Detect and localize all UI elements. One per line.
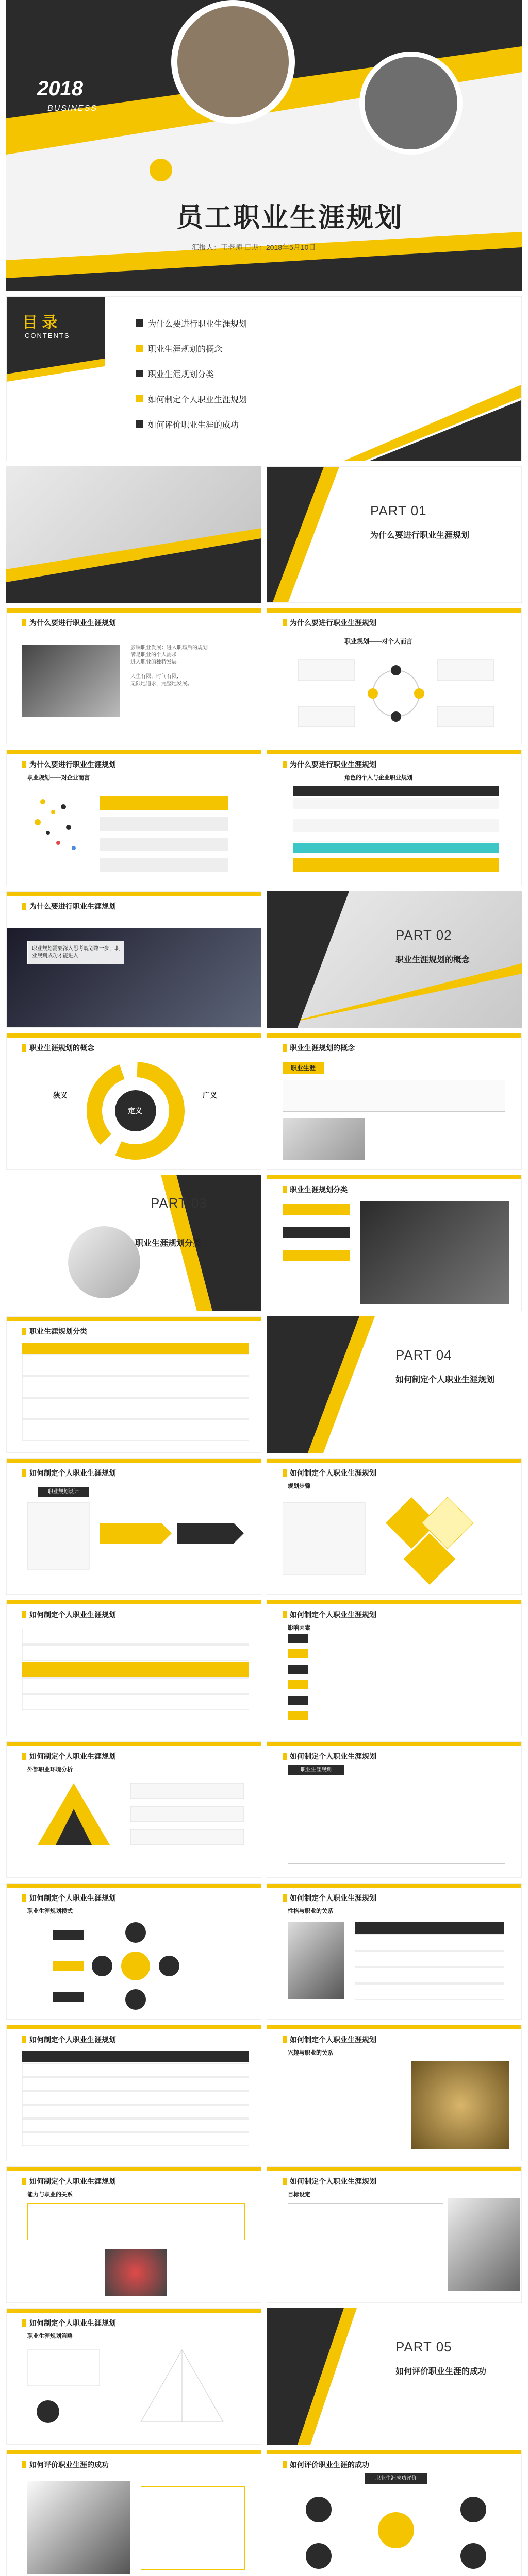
plan2-diamond-diagram: [283, 1492, 509, 1587]
why2-heading: 职业规划——对个人而言: [344, 638, 413, 645]
part03-photo: [68, 1226, 140, 1298]
cover-slide: [6, 0, 522, 291]
slide-title: 如何评价职业生涯的成功: [283, 2460, 369, 2470]
plan10-heading: 兴趣与职业的关系: [288, 2050, 333, 2056]
plan11-textbox: [27, 2203, 245, 2240]
slide-title: 如何制定个人职业生涯规划: [283, 2176, 376, 2187]
top-bar: [7, 2025, 261, 2029]
plan-slide-1: [6, 1458, 261, 1595]
toc-slide: [6, 296, 522, 461]
business-handshake-photo: [27, 2481, 130, 2574]
why-slide-2: [267, 608, 522, 744]
part04-slide: [267, 1316, 522, 1453]
why-slide-3: [6, 750, 261, 886]
plan1-heading: 职业规划设计: [38, 1487, 89, 1497]
plan-slide-12: [267, 2166, 522, 2303]
toc-decoration: [7, 297, 522, 461]
eval-slide-1: [6, 2450, 261, 2576]
toc-item[interactable]: 如何制定个人职业生涯规划: [136, 393, 247, 405]
plan-slide-2: [267, 1458, 522, 1595]
plan7-hub-diagram: [53, 1920, 218, 2012]
plan2-heading: 规划步骤: [288, 1483, 310, 1489]
plan12-textbox: [288, 2203, 443, 2286]
top-bar: [7, 750, 261, 754]
top-bar: [7, 1033, 261, 1038]
toc-item[interactable]: 为什么要进行职业生涯规划: [136, 317, 247, 329]
slide-title: 如何制定个人职业生涯规划: [283, 1751, 376, 1761]
cover-subtitle: 汇报人：王老师 日期：2018年5月10日: [192, 243, 316, 251]
part05-slide: [267, 2308, 522, 2445]
gears-photo: [411, 2061, 509, 2149]
slide-title: 如何制定个人职业生涯规划: [22, 1751, 116, 1761]
top-bar: [267, 1175, 521, 1179]
eval2-heading: 职业生涯成功评价: [365, 2473, 427, 2484]
part01-title-slide: [267, 466, 522, 603]
top-bar: [267, 750, 521, 754]
top-bar: [267, 2450, 521, 2454]
building-photo: [22, 645, 120, 717]
plan-slide-13: [6, 2308, 261, 2445]
why4-textbox: 职业规划需要深入思考规划路一步，职业规划成功才能进入: [27, 941, 124, 964]
slide-title: 职业生涯规划的概念: [283, 1043, 355, 1053]
top-bar: [7, 2167, 261, 2171]
plan1-arrow-diagram: [27, 1502, 244, 1580]
concept2-textbox: [283, 1080, 505, 1112]
plan-slide-3: [6, 1600, 261, 1736]
plan-slide-4: [267, 1600, 522, 1736]
target-photo: [105, 2249, 167, 2296]
class1-photo: [360, 1201, 509, 1304]
top-bar: [7, 1317, 261, 1321]
slide-title: 为什么要进行职业生涯规划: [283, 618, 376, 628]
applause-photo: [448, 2198, 520, 2291]
top-bar: [7, 608, 261, 613]
plan5-heading: 外部职业环境分析: [27, 1767, 73, 1773]
plan-slide-7: [6, 1883, 261, 2020]
concept-label-narrow: 狭义: [53, 1091, 68, 1099]
toc-title-en: CONTENTS: [25, 332, 70, 340]
part01-decoration: [6, 466, 261, 603]
plan8-table: [355, 1922, 504, 2005]
plan9-table: [22, 2051, 249, 2154]
top-bar: [267, 608, 521, 613]
why3-dot-diagram: [22, 786, 249, 879]
part01-label: PART 01: [370, 503, 427, 518]
cover-business: BUSINESS: [47, 104, 97, 113]
slide-title: 如何制定个人职业生涯规划: [22, 1609, 116, 1620]
plan12-heading: 目标设定: [288, 2192, 310, 2198]
top-bar: [267, 2167, 521, 2171]
why1-text: 影响职业发展：进入职场后的规划 满足职业的个人需求 进入职业的独特发展 人生有限，时间有限， 无限地追求，完整地发展。: [130, 645, 208, 687]
part04-label: PART 04: [395, 1347, 452, 1363]
slide-title: 如何制定个人职业生涯规划: [22, 2035, 116, 2045]
plan6-textbox: [288, 1781, 505, 1864]
toc-list: [136, 317, 247, 430]
plan-slide-8: [267, 1883, 522, 2020]
part03-title: 职业生涯规划分类: [135, 1239, 202, 1248]
cover-title: 员工职业生涯规划: [176, 203, 404, 233]
slide-title: 如何制定个人职业生涯规划: [22, 2176, 116, 2187]
top-bar: [267, 1459, 521, 1463]
slide-title: 如何评价职业生涯的成功: [22, 2460, 109, 2470]
why3-heading: 职业规划——对企业而言: [27, 775, 90, 781]
eval1-textbox: [141, 2486, 245, 2570]
class-slide-1: [267, 1175, 522, 1311]
concept-label-def: 定义: [128, 1107, 142, 1115]
why2-cycle-diagram: [298, 650, 494, 737]
part05-title: 如何评价职业生涯的成功: [395, 2367, 487, 2376]
slide-title: 为什么要进行职业生涯规划: [22, 759, 116, 770]
slide-title: 职业生涯规划的概念: [22, 1043, 94, 1053]
class1-box-3: [283, 1250, 350, 1261]
cover-year: 2018: [37, 77, 83, 100]
slide-title: 如何制定个人职业生涯规划: [22, 2318, 116, 2328]
top-bar: [7, 1884, 261, 1888]
toc-item[interactable]: 职业生涯规划的概念: [136, 343, 247, 354]
concept-slide-1: [6, 1033, 261, 1170]
plan3-table: [22, 1629, 249, 1729]
part02-slide: [267, 891, 522, 1028]
plan5-triangle-diagram: [27, 1778, 244, 1871]
slide-title: 如何制定个人职业生涯规划: [22, 1468, 116, 1478]
top-bar: [267, 1742, 521, 1746]
top-bar: [7, 2450, 261, 2454]
class2-table: [22, 1343, 249, 1446]
slide-title: 如何制定个人职业生涯规划: [283, 1609, 376, 1620]
concept2-heading: 职业生涯: [283, 1062, 324, 1074]
class-slide-2: [6, 1316, 261, 1453]
part05-label: PART 05: [395, 2339, 452, 2354]
class1-box-1: [283, 1204, 350, 1215]
slide-title: 为什么要进行职业生涯规划: [283, 759, 376, 770]
plan-slide-11: [6, 2166, 261, 2303]
top-bar: [267, 2025, 521, 2029]
part04-title: 如何制定个人职业生涯规划: [395, 1376, 495, 1384]
part03-slide: [6, 1175, 261, 1311]
top-bar: [7, 1459, 261, 1463]
why3-right-heading: 角色的个人与企业职业规划: [344, 775, 412, 781]
slide-title: 职业生涯规划分类: [22, 1326, 87, 1336]
why-slide-1: [6, 608, 261, 744]
slide-title: 如何制定个人职业生涯规划: [283, 1893, 376, 1903]
toc-item[interactable]: 如何评价职业生涯的成功: [136, 418, 247, 430]
plan7-heading: 职业生涯规划模式: [27, 1908, 73, 1914]
why-slide-5: [6, 891, 261, 1028]
why4-table: [293, 786, 499, 879]
eval2-circles-diagram: [288, 2489, 504, 2576]
handshake-photo: [288, 1922, 344, 1999]
plan-slide-9: [6, 2025, 261, 2161]
slide-title: 为什么要进行职业生涯规划: [22, 618, 116, 628]
toc-item[interactable]: 职业生涯规划分类: [136, 368, 247, 380]
concept-slide-2: [267, 1033, 522, 1170]
top-bar: [7, 1600, 261, 1604]
plan13-heading: 职业生涯规划策略: [27, 2333, 73, 2340]
plan13-pyramid-diagram: [27, 2345, 244, 2437]
plan-slide-5: [6, 1741, 261, 1878]
slide-title: 如何制定个人职业生涯规划: [283, 2035, 376, 2045]
slide-title: 如何制定个人职业生涯规划: [22, 1893, 116, 1903]
top-bar: [267, 1884, 521, 1888]
part01-slide: [6, 466, 261, 603]
top-bar: [7, 2309, 261, 2313]
top-bar: [267, 1600, 521, 1604]
part03-label: PART 03: [151, 1195, 207, 1211]
plan6-heading: 职业生涯规划: [288, 1765, 344, 1775]
slide-title: 职业生涯规划分类: [283, 1184, 348, 1195]
top-bar: [267, 1033, 521, 1038]
plan-slide-10: [267, 2025, 522, 2161]
plan8-heading: 性格与职业的关系: [288, 1908, 333, 1914]
top-bar: [7, 1742, 261, 1746]
class1-box-2: [283, 1227, 350, 1238]
plan4-heading: 影响因素: [288, 1625, 310, 1631]
eval-slide-2: [267, 2450, 522, 2576]
concept-label-broad: 广义: [203, 1091, 217, 1099]
part02-label: PART 02: [395, 927, 452, 943]
part01-title: 为什么要进行职业生涯规划: [370, 531, 470, 540]
slide-title: 为什么要进行职业生涯规划: [22, 901, 116, 911]
why-slide-4: [267, 750, 522, 886]
plan10-textbox: [288, 2064, 402, 2142]
plan11-heading: 能力与职业的关系: [27, 2192, 73, 2198]
part02-decoration: [267, 891, 522, 1028]
plan-slide-6: [267, 1741, 522, 1878]
concept2-photo: [283, 1118, 365, 1160]
plan4-list: [288, 1634, 504, 1729]
toc-title: 目 录: [22, 314, 58, 331]
slide-title: 如何制定个人职业生涯规划: [283, 1468, 376, 1478]
part02-title: 职业生涯规划的概念: [395, 956, 470, 964]
top-bar: [7, 892, 261, 896]
